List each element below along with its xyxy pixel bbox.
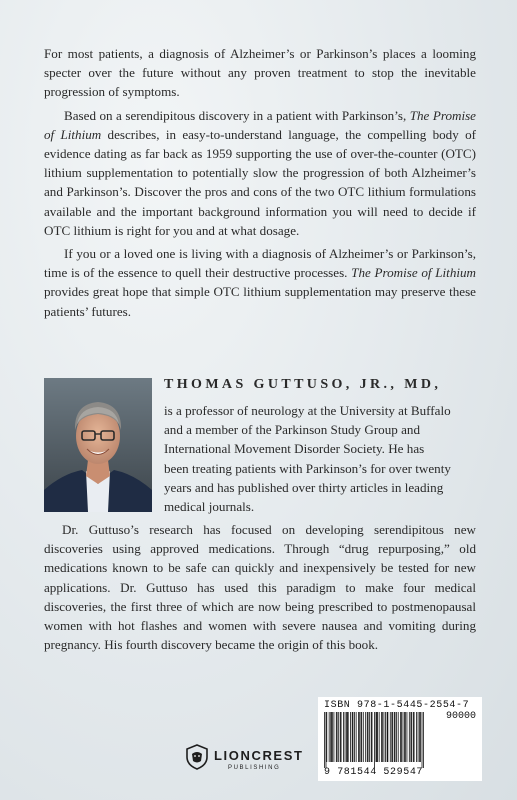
isbn-label: ISBN 978-1-5445-2554-7 bbox=[324, 700, 470, 711]
barcode-bar bbox=[394, 712, 395, 762]
description-paragraph-2 bbox=[44, 106, 476, 240]
barcode-bar bbox=[411, 712, 412, 762]
barcode-bar bbox=[368, 712, 369, 762]
barcode-bar bbox=[414, 712, 415, 762]
description-text: For most patients, a diagnosis of Alzheimer’s or Parkinson’s places a looming specter over the future without any proven treatment to stop the inevitable progression of symptoms. bbox=[44, 46, 476, 100]
barcode-bar bbox=[341, 712, 342, 762]
barcode-digits: 9 781544 529547 bbox=[324, 767, 424, 778]
barcode-bar bbox=[365, 712, 366, 762]
barcode-bar bbox=[390, 712, 391, 762]
barcode-bar bbox=[359, 712, 360, 762]
barcode-bar bbox=[423, 712, 424, 768]
author-portrait-image bbox=[44, 378, 152, 512]
barcode-bar bbox=[403, 712, 404, 762]
barcode-bar bbox=[391, 712, 392, 762]
barcode-bar bbox=[361, 712, 362, 762]
bio-line: is a professor of neurology at the University at Buffalo bbox=[164, 403, 451, 418]
barcode-bar bbox=[337, 712, 338, 762]
barcode-bar bbox=[400, 712, 401, 762]
description-text: If you or a loved one is living with a diagnosis of Alzheimer’s or Parkinson’s, time is of the essence to quell their destructive processes. bbox=[44, 246, 476, 281]
barcode-bar bbox=[404, 712, 405, 762]
barcode-bar bbox=[331, 712, 332, 762]
author-bio-intro bbox=[164, 401, 476, 516]
price-code: 90000 bbox=[445, 711, 476, 722]
barcode-bar bbox=[407, 712, 408, 762]
isbn-barcode bbox=[318, 697, 482, 781]
barcode-bar bbox=[418, 712, 419, 762]
description-paragraph-3 bbox=[44, 244, 476, 321]
barcode-bar bbox=[401, 712, 402, 762]
book-title: The Promise of Lithium bbox=[351, 265, 477, 281]
bio-line: years and has published over thirty articles in leading bbox=[164, 479, 444, 495]
barcode-bar bbox=[422, 712, 423, 768]
author-name: THOMAS GUTTUSO, JR., MD, bbox=[164, 377, 442, 392]
author-photo bbox=[44, 378, 152, 512]
barcode-bar bbox=[384, 712, 385, 762]
barcode-bar bbox=[324, 712, 325, 768]
barcode-bar bbox=[376, 712, 377, 762]
barcode-bar bbox=[387, 712, 388, 762]
barcode-bar bbox=[343, 712, 344, 762]
bio-line: medical journals. bbox=[164, 499, 255, 515]
description-text: Based on a serendipitous discovery in a patient with Parkinson’s, bbox=[64, 107, 410, 123]
barcode-bar bbox=[371, 712, 372, 762]
barcode-bar bbox=[419, 712, 420, 762]
barcode-bar bbox=[332, 712, 333, 762]
bio-line: and a member of the Parkinson Study Group and bbox=[164, 422, 421, 438]
barcode-bar bbox=[356, 712, 357, 762]
barcode-bar bbox=[326, 712, 327, 762]
barcode-bar bbox=[358, 712, 359, 762]
barcode-bar bbox=[345, 712, 346, 762]
barcode-bar bbox=[361, 712, 362, 762]
book-title: The Promise of Lithium bbox=[44, 107, 476, 142]
barcode-bar bbox=[369, 712, 370, 762]
barcode-bar bbox=[420, 712, 421, 762]
barcode-bar bbox=[392, 712, 393, 762]
barcode-bar bbox=[413, 712, 414, 762]
lion-crest-icon bbox=[186, 744, 208, 770]
barcode-bar bbox=[367, 712, 368, 762]
barcode-bar bbox=[346, 712, 347, 762]
barcode-bar bbox=[409, 712, 410, 762]
barcode-bar bbox=[379, 712, 380, 762]
bio-line: been treating patients with Parkinson’s for over twenty bbox=[164, 460, 451, 476]
barcode-bar bbox=[377, 712, 378, 762]
barcode-bar bbox=[340, 712, 341, 762]
publisher-logo bbox=[186, 736, 316, 784]
barcode-bar bbox=[348, 712, 349, 762]
bio-line: International Movement Disorder Society. He has bbox=[164, 441, 425, 457]
barcode-bar bbox=[330, 712, 331, 762]
barcode-bar bbox=[416, 712, 417, 762]
barcode-bar bbox=[350, 712, 351, 762]
barcode-bar bbox=[326, 712, 327, 768]
barcode-bar bbox=[334, 712, 335, 762]
description-text: describes, in easy-to-understand language, the compelling body of evidence dating as far back as 1959 supporting the use of over-the-counter (OTC) lithium supplementation to potentially slow the progression of both Alzheimer’s and Parkinson’s. Discover the pros and cons of the two OTC lithium formulations available and the important background information you will need to decide if OTC lithium is right for you and at what dosage. bbox=[44, 126, 476, 238]
barcode-bar bbox=[387, 712, 388, 762]
barcode-bar bbox=[353, 712, 354, 762]
barcode-bar bbox=[374, 712, 375, 768]
publisher-name: LIONCREST bbox=[214, 748, 304, 763]
barcode-bar bbox=[396, 712, 397, 762]
bio-paragraph: Dr. Guttuso’s research has focused on developing serendipitous new discoveries using approved medications. Through “drug repurposing,” old medications known to be safe can quickly and inexpensively be tested for new applications. Dr. Guttuso has used this paradigm to make four medical discoveries, the first three of which are now being prescribed to postmenopausal women with hot flashes and women with severe nausea and vomiting during pregnancy. His fourth discovery became the origin of this book. bbox=[44, 522, 476, 653]
barcode-bar bbox=[395, 712, 396, 762]
barcode-bar bbox=[398, 712, 399, 762]
book-description bbox=[44, 44, 476, 325]
barcode-bar bbox=[347, 712, 348, 762]
barcode-bar bbox=[354, 712, 355, 762]
barcode-bar bbox=[372, 712, 373, 762]
publisher-subtitle: PUBLISHING bbox=[228, 765, 281, 771]
barcode-bar bbox=[382, 712, 383, 762]
barcode-bar bbox=[376, 712, 377, 762]
barcode-bar bbox=[405, 712, 406, 762]
barcode-bar bbox=[338, 712, 339, 762]
barcode-bar bbox=[329, 712, 330, 762]
barcode-bar bbox=[385, 712, 386, 762]
barcode-bar bbox=[352, 712, 353, 762]
description-paragraph-1 bbox=[44, 44, 476, 102]
barcode-bar bbox=[381, 712, 382, 762]
barcode-bar bbox=[411, 712, 412, 762]
barcode-bar bbox=[336, 712, 337, 762]
barcode-bar bbox=[363, 712, 364, 762]
author-bio-research bbox=[44, 520, 476, 656]
description-text: provides great hope that simple OTC lithium supplementation may preserve these patients’ futures. bbox=[44, 284, 476, 319]
